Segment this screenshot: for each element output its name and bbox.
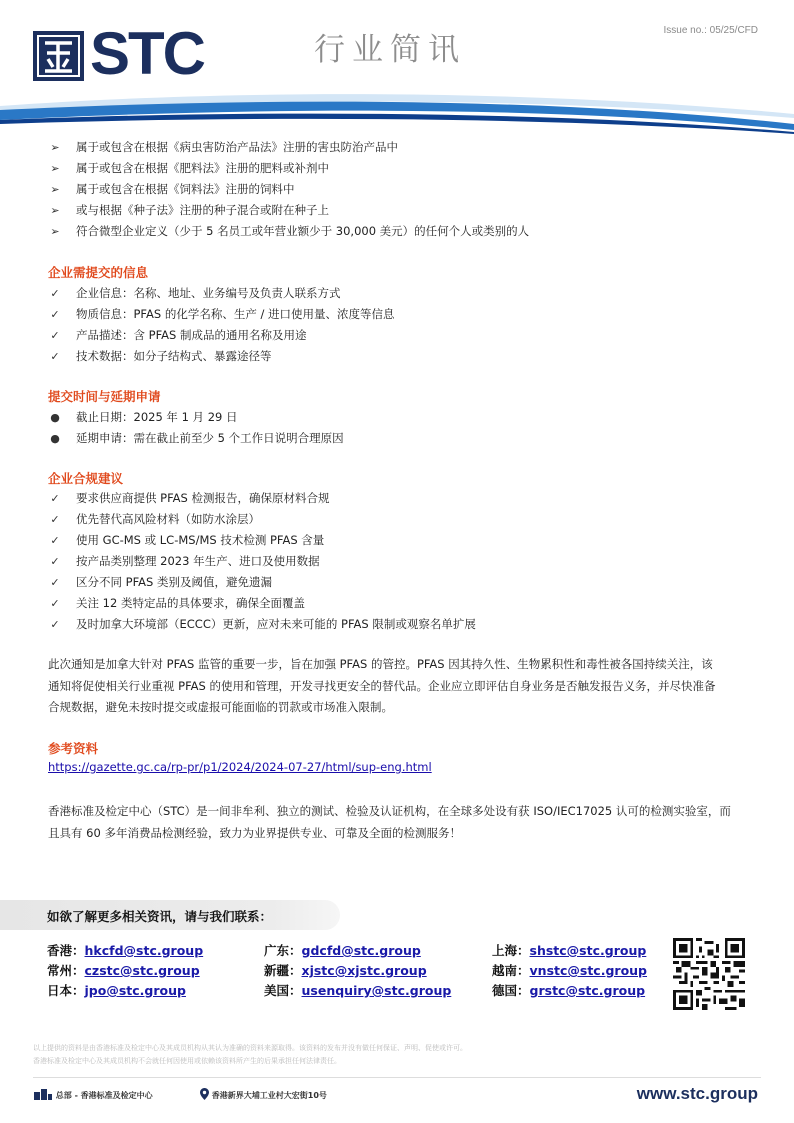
- stc-emblem-icon: [33, 31, 84, 81]
- email-link[interactable]: jpo@stc.group: [84, 983, 186, 998]
- footer-hq: [33, 1088, 153, 1101]
- footer-divider: [33, 1077, 761, 1078]
- list-item: ✓ 使用 GC-MS 或 LC-MS/MS 技术检测 PFAS 含量: [48, 530, 476, 551]
- checkmark-icon: ✓: [50, 576, 60, 589]
- email-link[interactable]: usenquiry@stc.group: [301, 983, 452, 998]
- checkmark-icon: ✓: [50, 618, 60, 631]
- list-item: ➢ 属于或包含在根据《病虫害防治产品法》注册的害虫防治产品中: [48, 137, 529, 158]
- contact-cz: 常州：czstc@stc.group: [47, 963, 200, 978]
- list-item: ● 延期申请：需在截止前至少 5 个工作日说明合理原因: [48, 428, 344, 449]
- arrow-bullet-icon: ➢: [50, 225, 60, 238]
- issue-number: Issue no.: 05/25/CFD: [663, 25, 758, 36]
- checkmark-icon: ✓: [50, 597, 60, 610]
- contact-hk: 香港：hkcfd@stc.group: [47, 943, 204, 958]
- stc-logo-text: STC: [90, 20, 204, 87]
- email-link[interactable]: hkcfd@stc.group: [84, 943, 204, 958]
- about-line: 且具有 60 多年消费品检测经验，致力为业界提供专业、可靠及全面的检测服务！: [48, 825, 461, 840]
- list-item: ➢ 符合微型企业定义（少于 5 名员工或年营业额少于 30,000 美元）的任何个人或类别的人: [48, 221, 529, 242]
- section-title-advice: 企业合规建议: [48, 471, 124, 486]
- list-item: ➢ 或与根据《种子法》注册的种子混合或附在种子上: [48, 200, 529, 221]
- list-item: ✓ 区分不同 PFAS 类别及阈值，避免遗漏: [48, 572, 476, 593]
- section-title-deadline: 提交时间与延期申请: [48, 389, 161, 404]
- qr-code-icon[interactable]: [673, 938, 745, 1010]
- about-paragraph: [48, 801, 753, 844]
- stc-logo-mark: [33, 31, 84, 81]
- summary-line: 此次通知是加拿大针对 PFAS 监管的重要一步，旨在加强 PFAS 的管控。PFAS 因其持久性、生物累积性和毒性被各国持续关注，该: [48, 657, 713, 671]
- summary-paragraph: [48, 654, 753, 719]
- contact-us: 美国：usenquiry@stc.group: [264, 983, 452, 998]
- checkmark-icon: ✓: [50, 513, 60, 526]
- list-item: ✓ 产品描述：含 PFAS 制成品的通用名称及用途: [48, 325, 395, 346]
- list-item: ● 截止日期：2025 年 1 月 29 日: [48, 407, 344, 428]
- list-item: ✓ 及时加拿大环境部（ECCC）更新，应对未来可能的 PFAS 限制或观察名单扩展: [48, 614, 476, 635]
- footer-website[interactable]: www.stc.group: [636, 1084, 758, 1103]
- arrow-bullet-icon: ➢: [50, 204, 60, 217]
- footer-address-text: 香港新界大埔工业村大宏街10号: [211, 1091, 327, 1100]
- building-icon: [33, 1088, 53, 1100]
- contact-de: 德国：grstc@stc.group: [492, 983, 646, 998]
- arrow-bullet-icon: ➢: [50, 141, 60, 154]
- email-link[interactable]: xjstc@xjstc.group: [301, 963, 427, 978]
- checkmark-icon: ✓: [50, 555, 60, 568]
- contact-xj: 新疆：xjstc@xjstc.group: [264, 963, 427, 978]
- intro-list: [48, 137, 529, 242]
- email-link[interactable]: vnstc@stc.group: [529, 963, 648, 978]
- disclaimer-line: 香港标准及检定中心及其成员机构不会就任何因使用或依赖该资料所产生的后果承担任何法律责任。: [33, 1057, 341, 1065]
- checkmark-icon: ✓: [50, 350, 60, 363]
- email-link[interactable]: czstc@stc.group: [84, 963, 200, 978]
- list-item: ✓ 关注 12 类特定品的具体要求，确保全面覆盖: [48, 593, 476, 614]
- list-item: ➢ 属于或包含在根据《肥料法》注册的肥料或补剂中: [48, 158, 529, 179]
- summary-line: 通知将促使相关行业重视 PFAS 的使用和管理，开发寻找更安全的替代品。企业应立即评估自身业务是否触发报告义务，并尽快准备: [48, 678, 716, 693]
- checkmark-icon: ✓: [50, 534, 60, 547]
- arrow-bullet-icon: ➢: [50, 183, 60, 196]
- list-item: ✓ 企业信息：名称、地址、业务编号及负责人联系方式: [48, 283, 395, 304]
- contact-title: 如欲了解更多相关资讯，请与我们联系：: [47, 909, 273, 924]
- header-swoosh: [0, 84, 794, 134]
- about-line: 香港标准及检定中心（STC）是一间非牟利、独立的测试、检验及认证机构，在全球多处设有获 ISO/IEC17025 认可的检测实验室，而: [48, 804, 731, 818]
- page-title: 行业简讯: [314, 32, 466, 68]
- list-item: ✓ 按产品类别整理 2023 年生产、进口及使用数据: [48, 551, 476, 572]
- list-item: ✓ 技术数据：如分子结构式、暴露途径等: [48, 346, 395, 367]
- email-link[interactable]: grstc@stc.group: [529, 983, 646, 998]
- footer-address: [200, 1088, 327, 1101]
- email-link[interactable]: gdcfd@stc.group: [301, 943, 421, 958]
- checkmark-icon: ✓: [50, 287, 60, 300]
- contact-sh: 上海：shstc@stc.group: [492, 943, 647, 958]
- list-item: ✓ 要求供应商提供 PFAS 检测报告，确保原材料合规: [48, 488, 476, 509]
- summary-line: 合规数据，避免未按时提交或虚报可能面临的罚款或市场准入限制。: [48, 700, 393, 714]
- advice-list: [48, 488, 476, 635]
- footer-hq-text: 总部 - 香港标准及检定中心: [55, 1091, 153, 1100]
- dot-bullet-icon: ●: [50, 432, 60, 445]
- contact-vn: 越南：vnstc@stc.group: [492, 963, 648, 978]
- dot-bullet-icon: ●: [50, 411, 60, 424]
- list-item: ✓ 优先替代高风险材料（如防水涂层）: [48, 509, 476, 530]
- checkmark-icon: ✓: [50, 492, 60, 505]
- contact-jp: 日本：jpo@stc.group: [47, 983, 186, 998]
- list-item: ➢ 属于或包含在根据《饲料法》注册的饲料中: [48, 179, 529, 200]
- arrow-bullet-icon: ➢: [50, 162, 60, 175]
- section-title-references: 参考资料: [48, 741, 99, 756]
- deadline-list: [48, 407, 344, 449]
- list-item: ✓ 物质信息：PFAS 的化学名称、生产 / 进口使用量、浓度等信息: [48, 304, 395, 325]
- reference-link[interactable]: https://gazette.gc.ca/rp-pr/p1/2024/2024-07-27/html/sup-eng.html: [48, 760, 432, 774]
- email-link[interactable]: shstc@stc.group: [529, 943, 647, 958]
- contact-gd: 广东：gdcfd@stc.group: [264, 943, 421, 958]
- checkmark-icon: ✓: [50, 308, 60, 321]
- section-title-info: 企业需提交的信息: [48, 265, 149, 280]
- location-pin-icon: [200, 1088, 209, 1100]
- info-list: [48, 283, 395, 367]
- disclaimer-line: 以上提供的资料是由香港标准及检定中心及其成员机构从其认为准确的资料来源取得。该资料的发布并没有做任何保证、声明、促使或许可。: [33, 1044, 467, 1052]
- checkmark-icon: ✓: [50, 329, 60, 342]
